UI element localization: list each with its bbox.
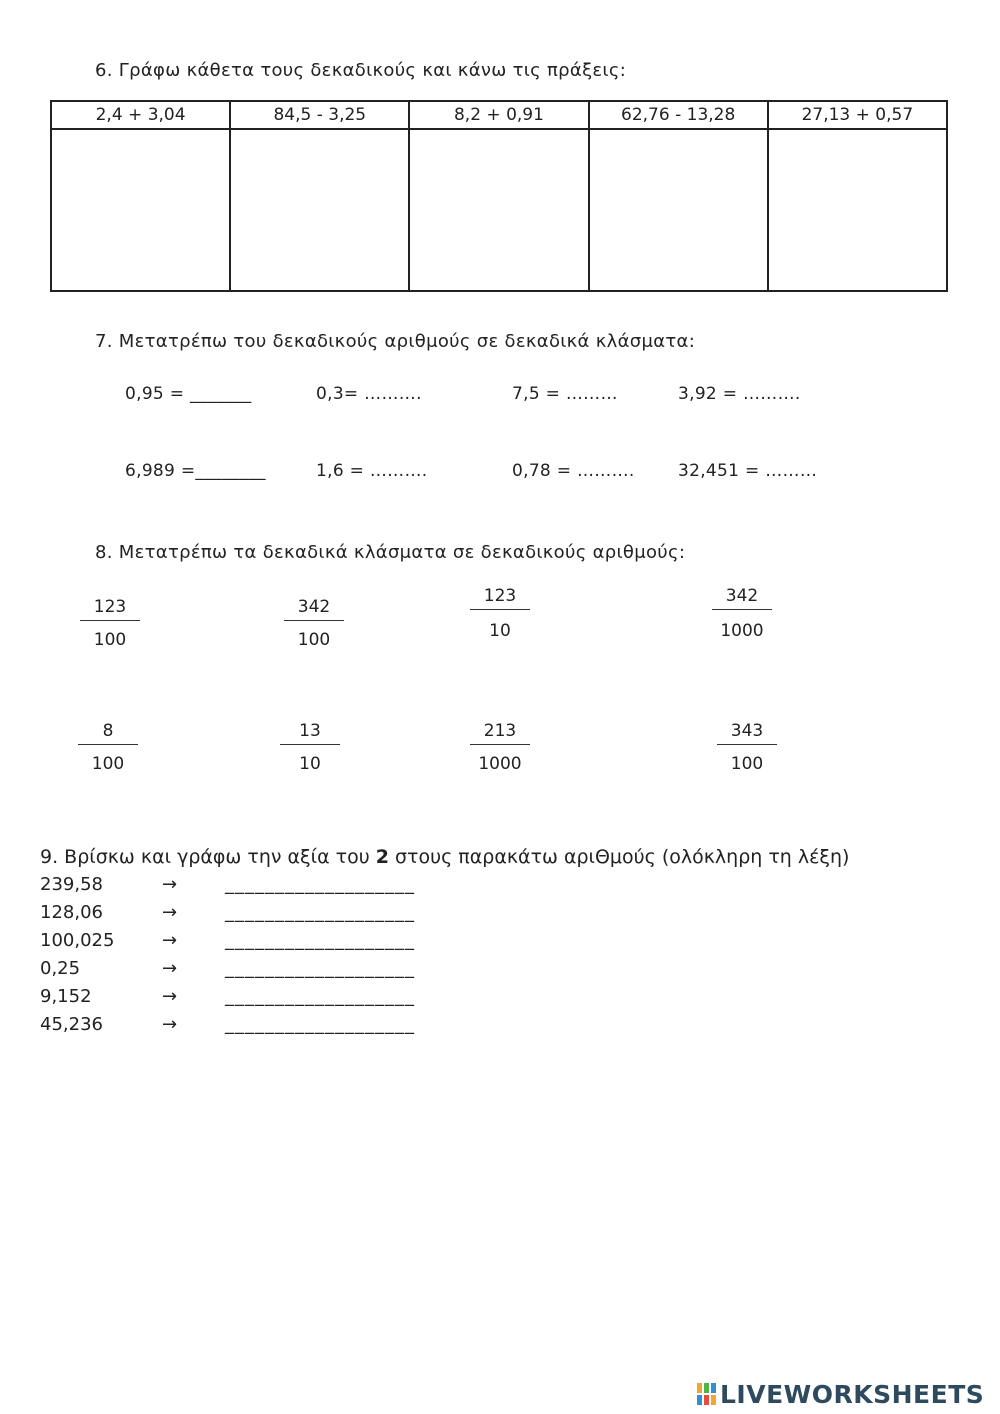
work-cell[interactable] (51, 129, 230, 291)
fraction-denominator: 100 (93, 630, 127, 650)
arrow-icon: → (162, 986, 178, 1007)
logo-mark-icon (697, 1383, 717, 1405)
fraction[interactable] (470, 585, 530, 642)
fraction-numerator: 342 (725, 586, 759, 606)
decimal-item[interactable]: 0,3= ………. (316, 384, 422, 404)
work-cell[interactable] (768, 129, 947, 291)
operation-header: 84,5 - 3,25 (230, 101, 409, 129)
answer-blank[interactable]: ___________________ (225, 1014, 415, 1035)
number-label: 100,025 (40, 930, 115, 951)
exercise-7-title: 7. Μετατρέπω του δεκαδικούς αριθμούς σε δεκαδικά κλάσματα: (95, 331, 696, 352)
arrow-icon: → (162, 930, 178, 951)
answer-blank[interactable]: ___________________ (225, 930, 415, 951)
fraction-numerator: 213 (483, 721, 517, 741)
arrow-icon: → (162, 1014, 178, 1035)
fraction-bar (470, 609, 530, 610)
fraction-numerator: 123 (93, 597, 127, 617)
fraction-bar (78, 744, 138, 745)
exercise-9-title-start: 9. Βρίσκω και γράφω την αξία του (40, 846, 376, 868)
fraction[interactable] (284, 596, 344, 651)
decimal-item[interactable]: 7,5 = ……… (512, 384, 618, 404)
operation-header: 8,2 + 0,91 (409, 101, 588, 129)
fraction-denominator: 100 (730, 754, 764, 774)
number-label: 128,06 (40, 902, 103, 923)
fraction-denominator: 10 (489, 621, 511, 641)
operation-header: 62,76 - 13,28 (589, 101, 768, 129)
answer-blank[interactable]: ___________________ (225, 902, 415, 923)
decimal-item[interactable]: 0,78 = ………. (512, 461, 635, 481)
fraction[interactable] (78, 720, 138, 775)
fraction-numerator: 8 (102, 721, 114, 741)
logo-text: LIVEWORKSHEETS (720, 1380, 985, 1409)
fraction-bar (284, 620, 344, 621)
work-cell[interactable] (230, 129, 409, 291)
fraction-bar (712, 609, 772, 610)
operations-table (50, 100, 948, 292)
exercise-6-title: 6. Γράφω κάθετα τους δεκαδικούς και κάνω τις πράξεις: (95, 60, 627, 81)
exercise-9-digit: 2 (375, 846, 389, 868)
fraction-denominator: 1000 (478, 754, 522, 774)
number-label: 45,236 (40, 1014, 103, 1035)
fraction-numerator: 13 (299, 721, 321, 741)
fraction-denominator: 1000 (720, 621, 764, 641)
decimal-item[interactable]: 1,6 = ………. (316, 461, 428, 481)
fraction-numerator: 123 (483, 586, 517, 606)
fraction-numerator: 342 (297, 597, 331, 617)
fraction-denominator: 100 (297, 630, 331, 650)
answer-blank[interactable]: ___________________ (225, 958, 415, 979)
operation-header: 2,4 + 3,04 (51, 101, 230, 129)
decimal-item[interactable]: 6,989 =________ (125, 461, 266, 481)
exercise-9-title (40, 846, 849, 868)
fraction[interactable] (717, 720, 777, 775)
number-label: 0,25 (40, 958, 81, 979)
fraction-bar (717, 744, 777, 745)
fraction[interactable] (470, 720, 530, 775)
fraction[interactable] (280, 720, 340, 775)
arrow-icon: → (162, 874, 178, 895)
fraction-bar (80, 620, 140, 621)
fraction[interactable] (80, 596, 140, 651)
liveworksheets-logo (697, 1380, 984, 1410)
arrow-icon: → (162, 958, 178, 979)
work-cell[interactable] (409, 129, 588, 291)
fraction-denominator: 10 (299, 754, 321, 774)
exercise-8-title: 8. Μετατρέπω τα δεκαδικά κλάσματα σε δεκαδικούς αριθμούς: (95, 542, 686, 563)
decimal-item[interactable]: 32,451 = ……… (678, 461, 818, 481)
fraction-denominator: 100 (91, 754, 125, 774)
work-cell[interactable] (589, 129, 768, 291)
operation-header: 27,13 + 0,57 (768, 101, 947, 129)
answer-blank[interactable]: ___________________ (225, 874, 415, 895)
decimal-item[interactable]: 3,92 = ………. (678, 384, 801, 404)
number-label: 239,58 (40, 874, 103, 895)
fraction-bar (280, 744, 340, 745)
answer-blank[interactable]: ___________________ (225, 986, 415, 1007)
number-label: 9,152 (40, 986, 92, 1007)
decimal-item[interactable]: 0,95 = _______ (125, 384, 252, 404)
fraction-bar (470, 744, 530, 745)
fraction-numerator: 343 (730, 721, 764, 741)
fraction[interactable] (712, 585, 772, 642)
arrow-icon: → (162, 902, 178, 923)
exercise-9-title-end: στους παρακάτω αριΘμούς (ολόκληρη τη λέξη) (388, 846, 850, 868)
